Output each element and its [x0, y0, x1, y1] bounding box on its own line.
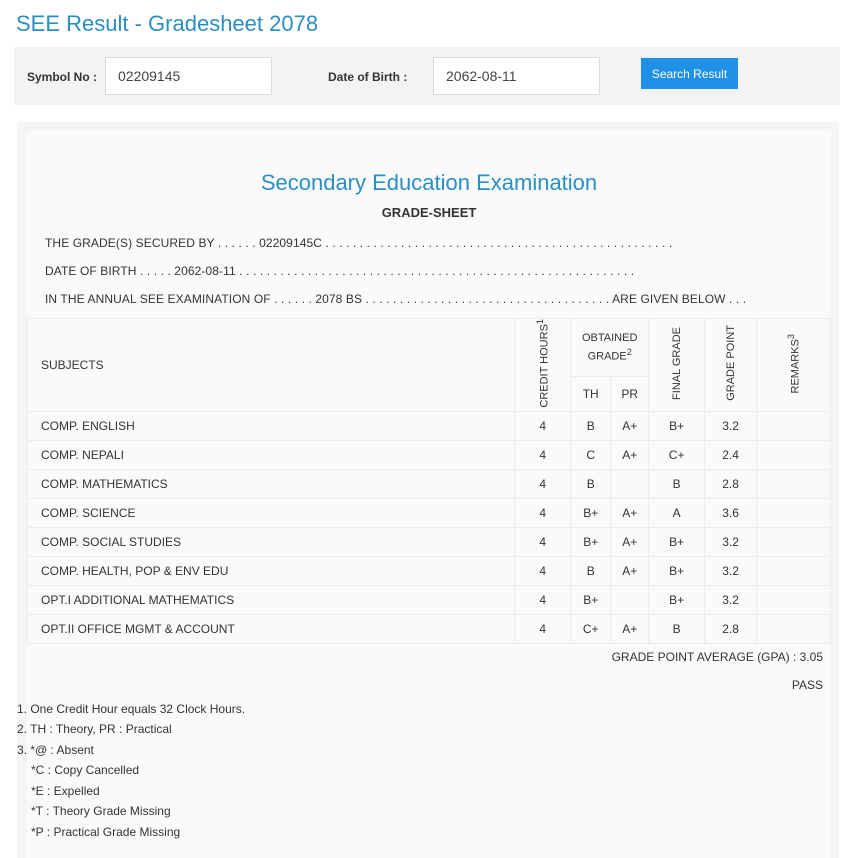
date-of-birth-line: DATE OF BIRTH . . . . . 2062-08-11 . . . . . . . . . . . . . . . . . . . . . . . . . . . . . . . . . . . . . . . . . . . . . . . . . . . . . . . . . .: [45, 264, 635, 278]
cell-point: 3.2: [705, 527, 757, 556]
cell-point: 2.8: [705, 469, 757, 498]
remarks-header: [757, 319, 831, 412]
cell-subject: COMP. SOCIAL STUDIES: [28, 527, 515, 556]
dob-input[interactable]: [433, 57, 600, 95]
footnote-expelled: *E : Expelled: [31, 784, 100, 798]
cell-subject: COMP. HEALTH, POP & ENV EDU: [28, 556, 515, 585]
cell-final: B+: [649, 585, 705, 614]
cell-pr: A+: [611, 527, 649, 556]
examination-line: IN THE ANNUAL SEE EXAMINATION OF . . . . . . 2078 BS . . . . . . . . . . . . . . . . . . . . . . . . . . . . . . . . . . . . ARE GIVEN BELOW . . .: [45, 292, 747, 306]
cell-remarks: [757, 469, 831, 498]
dob-label: Date of Birth :: [328, 70, 408, 84]
gpa-summary: GRADE POINT AVERAGE (GPA) : 3.05: [611, 650, 823, 664]
cell-point: 3.2: [705, 556, 757, 585]
cell-credit: 4: [515, 614, 571, 643]
obtained-grade-label: OBTAINED GRADE: [581, 331, 638, 363]
cell-remarks: [757, 556, 831, 585]
cell-th: B+: [571, 585, 611, 614]
obtained-grade-footnote: 2: [626, 346, 632, 357]
exam-title: Secondary Education Examination: [260, 170, 598, 195]
footnote-theory-missing: *T : Theory Grade Missing: [31, 804, 171, 818]
table-row: [28, 614, 831, 643]
cell-point: 3.2: [705, 585, 757, 614]
cell-th: B+: [571, 498, 611, 527]
table-row: [28, 469, 831, 498]
footnote-copy-cancelled: *C : Copy Cancelled: [31, 763, 140, 777]
search-result-button[interactable]: Search Result: [641, 58, 738, 89]
remarks-footnote: 3: [786, 333, 797, 339]
final-grade-header: [649, 319, 705, 412]
table-row: [28, 498, 831, 527]
cell-pr: A+: [611, 440, 649, 469]
cell-credit: 4: [515, 556, 571, 585]
cell-subject: OPT.II OFFICE MGMT & ACCOUNT: [28, 614, 515, 643]
grade-point-label: GRADE POINT: [724, 325, 737, 402]
cell-point: 3.6: [705, 498, 757, 527]
cell-th: C: [571, 440, 611, 469]
table-row: [28, 411, 831, 440]
cell-final: A: [649, 498, 705, 527]
cell-pr: A+: [611, 498, 649, 527]
cell-point: 2.8: [705, 614, 757, 643]
grades-table: [27, 318, 831, 644]
result-status: PASS: [791, 678, 823, 692]
cell-th: B: [571, 556, 611, 585]
cell-credit: 4: [515, 440, 571, 469]
cell-credit: 4: [515, 411, 571, 440]
cell-pr: A+: [611, 411, 649, 440]
gradesheet: [27, 130, 831, 858]
cell-remarks: [757, 527, 831, 556]
final-grade-label: FINAL GRADE: [670, 326, 683, 400]
cell-th: B+: [571, 527, 611, 556]
table-row: [28, 556, 831, 585]
symbol-input[interactable]: [105, 57, 272, 95]
cell-subject: COMP. MATHEMATICS: [28, 469, 515, 498]
cell-subject: COMP. ENGLISH: [28, 411, 515, 440]
cell-point: 2.4: [705, 440, 757, 469]
pr-header: PR: [611, 376, 649, 411]
cell-pr: A+: [611, 556, 649, 585]
obtained-grade-header: [571, 319, 649, 377]
symbol-label: Symbol No :: [27, 70, 98, 84]
cell-final: B+: [649, 527, 705, 556]
cell-point: 3.2: [705, 411, 757, 440]
search-form: [14, 47, 840, 105]
cell-th: B: [571, 469, 611, 498]
credit-hours-header: [515, 319, 571, 412]
table-row: [28, 585, 831, 614]
cell-pr: [611, 585, 649, 614]
footnote-3: 3. *@ : Absent: [17, 743, 94, 757]
credit-hours-label: CREDIT HOURS: [539, 324, 552, 408]
cell-th: B: [571, 411, 611, 440]
cell-remarks: [757, 614, 831, 643]
cell-final: B+: [649, 411, 705, 440]
gradesheet-container: [17, 122, 839, 858]
gradesheet-title: GRADE-SHEET: [381, 205, 477, 220]
cell-subject: COMP. NEPALI: [28, 440, 515, 469]
grade-point-header: [705, 319, 757, 412]
footnote-2: 2. TH : Theory, PR : Practical: [17, 722, 172, 736]
cell-credit: 4: [515, 585, 571, 614]
cell-remarks: [757, 411, 831, 440]
cell-credit: 4: [515, 498, 571, 527]
cell-remarks: [757, 585, 831, 614]
subjects-header-label: SUBJECTS: [41, 357, 104, 372]
footnote-1: 1. One Credit Hour equals 32 Clock Hours.: [17, 702, 246, 716]
cell-remarks: [757, 440, 831, 469]
cell-th: C+: [571, 614, 611, 643]
grades-secured-line: THE GRADE(S) SECURED BY . . . . . . 02209145C . . . . . . . . . . . . . . . . . . . . . . . . . . . . . . . . . . . . . . . . . . . . . . . . . . .: [45, 236, 673, 250]
table-row: [28, 440, 831, 469]
table-row: [28, 527, 831, 556]
subjects-header: [28, 319, 515, 412]
cell-final: B: [649, 614, 705, 643]
footnote-practical-missing: *P : Practical Grade Missing: [31, 825, 181, 839]
page-title: SEE Result - Gradesheet 2078: [16, 11, 319, 36]
remarks-label: REMARKS: [789, 338, 802, 394]
cell-final: C+: [649, 440, 705, 469]
th-header: TH: [571, 376, 611, 411]
cell-pr: A+: [611, 614, 649, 643]
cell-final: B: [649, 469, 705, 498]
cell-subject: COMP. SCIENCE: [28, 498, 515, 527]
cell-remarks: [757, 498, 831, 527]
cell-final: B+: [649, 556, 705, 585]
cell-subject: OPT.I ADDITIONAL MATHEMATICS: [28, 585, 515, 614]
cell-credit: 4: [515, 527, 571, 556]
cell-pr: [611, 469, 649, 498]
cell-credit: 4: [515, 469, 571, 498]
credit-hours-footnote: 1: [535, 319, 546, 325]
